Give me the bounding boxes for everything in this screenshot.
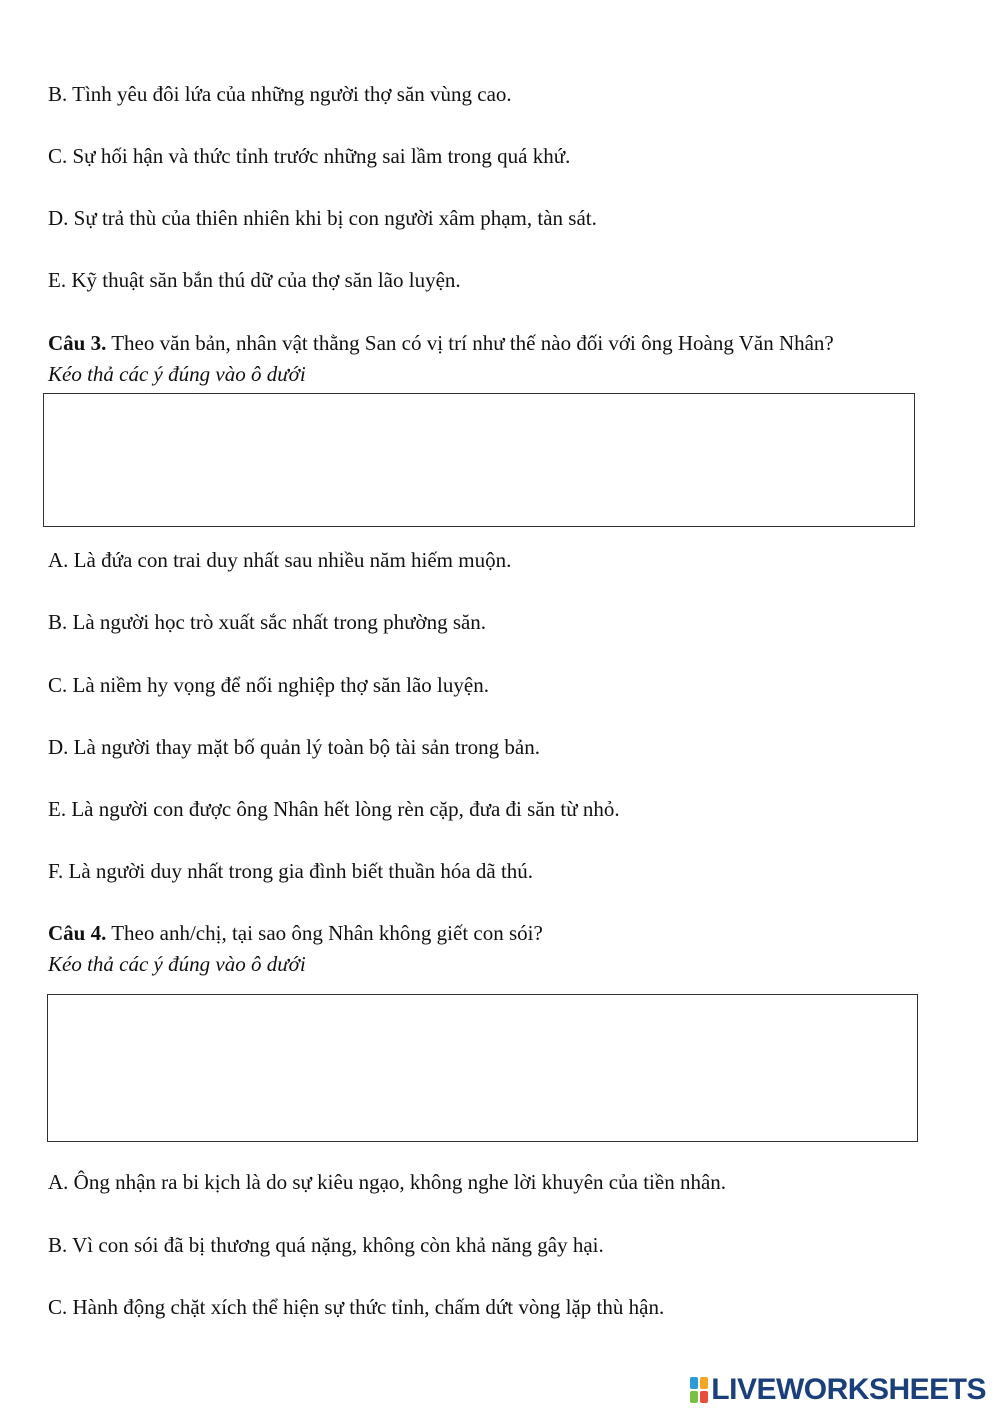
q4-text: Theo anh/chị, tại sao ông Nhân không giết con sói?: [106, 921, 543, 945]
q4-hint: Kéo thả các ý đúng vào ô dưới: [48, 952, 306, 976]
q2-option-c[interactable]: C. Sự hối hận và thức tỉnh trước những sai lầm trong quá khứ.: [48, 144, 571, 168]
logo-grid-icon: [690, 1377, 708, 1403]
q3-option-d[interactable]: D. Là người thay mặt bố quản lý toàn bộ tài sản trong bản.: [48, 735, 540, 759]
q4-question: [48, 920, 543, 946]
logo-text: LIVEWORKSHEETS: [711, 1373, 986, 1406]
q2-option-b[interactable]: B. Tình yêu đôi lứa của những người thợ săn vùng cao.: [48, 82, 512, 106]
q4-drop-zone[interactable]: [47, 994, 918, 1142]
q3-question: [48, 330, 834, 356]
q4-option-b[interactable]: B. Vì con sói đã bị thương quá nặng, không còn khả năng gây hại.: [48, 1233, 604, 1257]
q3-option-e[interactable]: E. Là người con được ông Nhân hết lòng rèn cặp, đưa đi săn từ nhỏ.: [48, 797, 620, 821]
q3-label: Câu 3.: [48, 331, 107, 355]
q2-option-e[interactable]: E. Kỹ thuật săn bắn thú dữ của thợ săn lão luyện.: [48, 268, 461, 292]
q3-option-c[interactable]: C. Là niềm hy vọng để nối nghiệp thợ săn lão luyện.: [48, 673, 489, 697]
liveworksheets-logo: [690, 1373, 986, 1407]
q3-text: Theo văn bản, nhân vật thằng San có vị trí như thế nào đối với ông Hoàng Văn Nhân?: [106, 331, 834, 355]
q3-option-a[interactable]: A. Là đứa con trai duy nhất sau nhiều năm hiếm muộn.: [48, 548, 512, 572]
q3-option-f[interactable]: F. Là người duy nhất trong gia đình biết thuần hóa dã thú.: [48, 859, 534, 883]
q4-option-c[interactable]: C. Hành động chặt xích thể hiện sự thức tỉnh, chấm dứt vòng lặp thù hận.: [48, 1295, 665, 1319]
q3-option-b[interactable]: B. Là người học trò xuất sắc nhất trong phường săn.: [48, 610, 487, 634]
q2-option-d[interactable]: D. Sự trả thù của thiên nhiên khi bị con người xâm phạm, tàn sát.: [48, 206, 597, 230]
q3-hint: Kéo thả các ý đúng vào ô dưới: [48, 362, 306, 386]
q3-drop-zone[interactable]: [43, 393, 915, 527]
q4-label: Câu 4.: [48, 921, 107, 945]
q4-option-a[interactable]: A. Ông nhận ra bi kịch là do sự kiêu ngạo, không nghe lời khuyên của tiền nhân.: [48, 1170, 727, 1194]
